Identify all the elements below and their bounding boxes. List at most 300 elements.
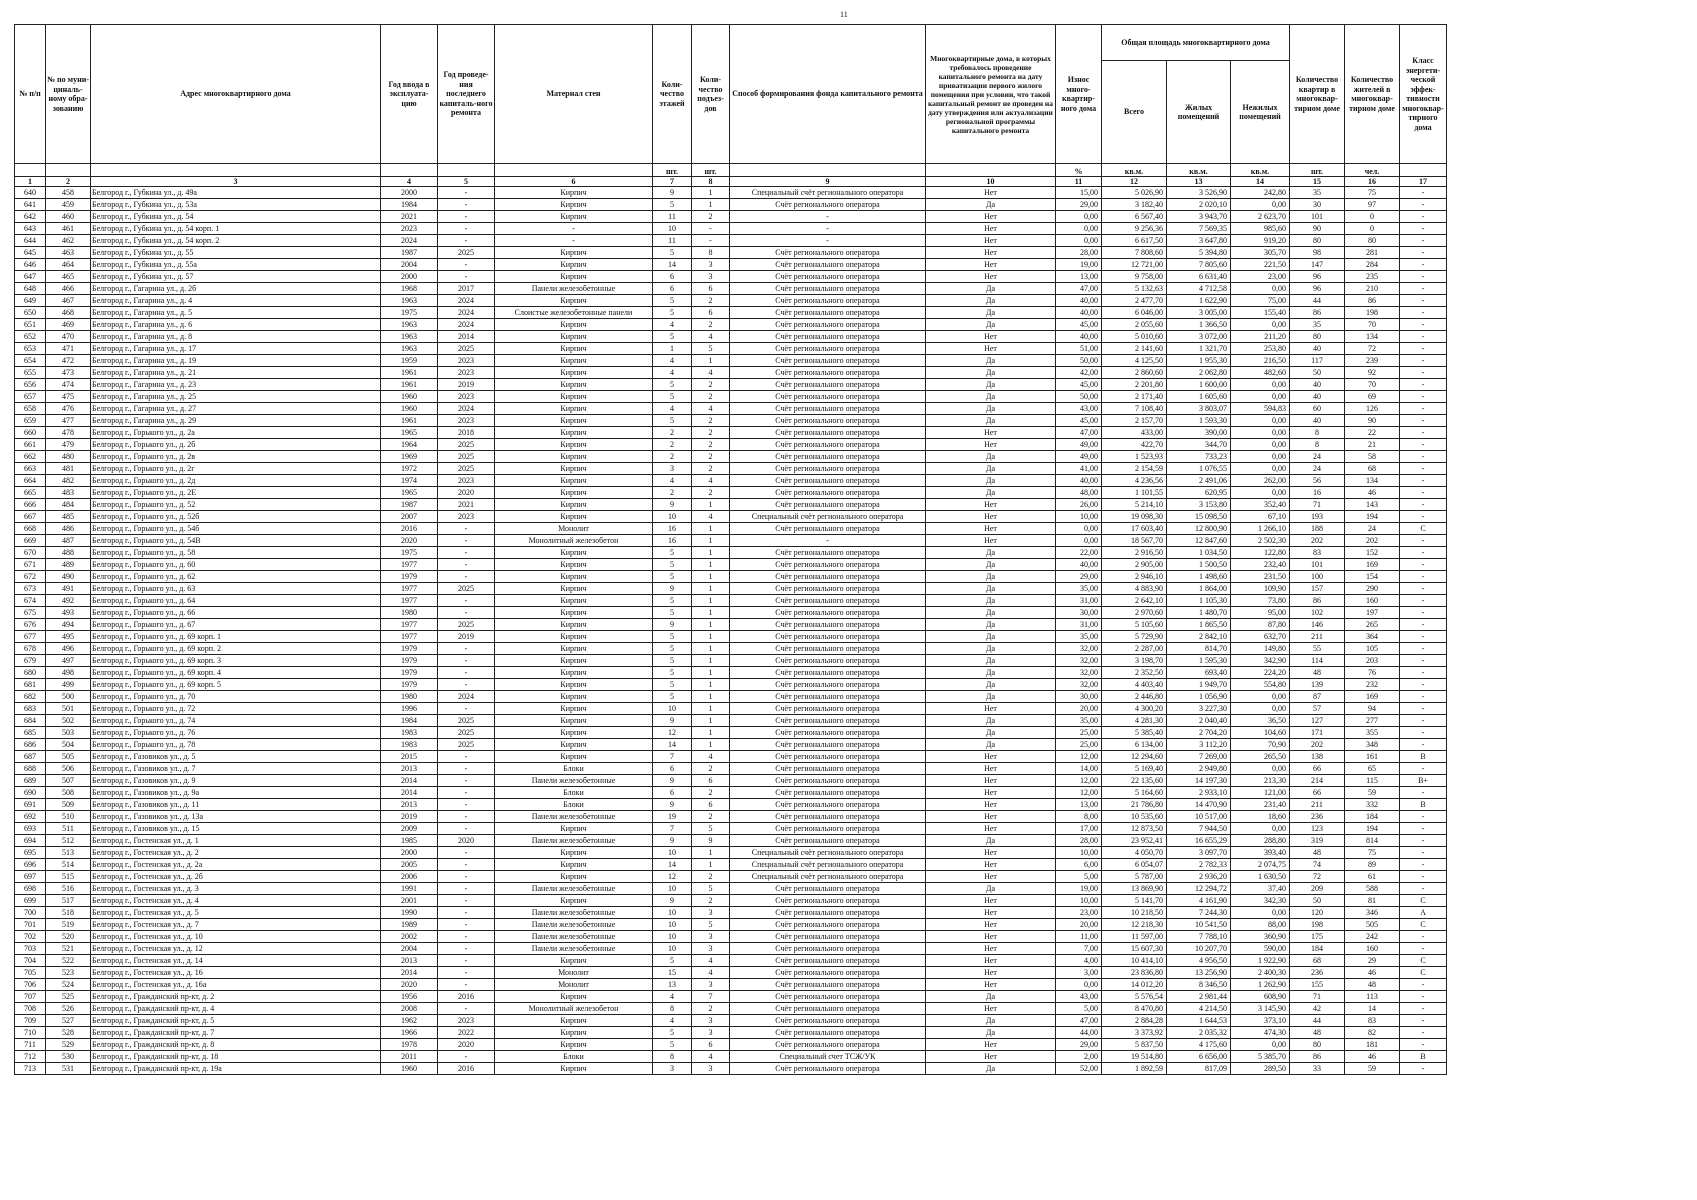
cell-index: 690 bbox=[15, 787, 46, 799]
cell-area-residential: 12 800,90 bbox=[1167, 523, 1231, 535]
cell-area-residential: 3 112,20 bbox=[1167, 739, 1231, 751]
cell-municipal-index: 470 bbox=[46, 331, 91, 343]
cell-municipal-index: 528 bbox=[46, 1027, 91, 1039]
cell-floors: 5 bbox=[653, 679, 692, 691]
cell-municipal-index: 527 bbox=[46, 1015, 91, 1027]
cell-commission-year: 1977 bbox=[381, 559, 438, 571]
cell-energy-class: С bbox=[1400, 895, 1447, 907]
cell-residents: 505 bbox=[1345, 919, 1400, 931]
cell-floors: 4 bbox=[653, 355, 692, 367]
cell-energy-class: - bbox=[1400, 703, 1447, 715]
cell-floors: 9 bbox=[653, 619, 692, 631]
cell-wall-material: Кирпич bbox=[495, 259, 653, 271]
cell-entrances: 2 bbox=[692, 391, 730, 403]
cell-area-total: 8 470,80 bbox=[1102, 1003, 1167, 1015]
cell-floors: 9 bbox=[653, 187, 692, 199]
cell-commission-year: 1983 bbox=[381, 727, 438, 739]
cell-commission-year: 2000 bbox=[381, 271, 438, 283]
cell-commission-year: 1987 bbox=[381, 247, 438, 259]
cell-entrances: - bbox=[692, 223, 730, 235]
cell-address: Белгород г., Губкина ул., д. 49а bbox=[91, 187, 381, 199]
cell-fund-method: Счёт регионального оператора bbox=[730, 247, 926, 259]
cell-repair-required: Нет bbox=[926, 247, 1056, 259]
cell-commission-year: 1963 bbox=[381, 331, 438, 343]
cell-area-total: 19 514,80 bbox=[1102, 1051, 1167, 1063]
cell-index: 654 bbox=[15, 355, 46, 367]
cell-commission-year: 1987 bbox=[381, 499, 438, 511]
cell-energy-class: - bbox=[1400, 631, 1447, 643]
cell-repair-required: Нет bbox=[926, 907, 1056, 919]
cell-area-residential: 817,09 bbox=[1167, 1063, 1231, 1075]
cell-address: Белгород г., Гагарина ул., д. 8 bbox=[91, 331, 381, 343]
cell-area-residential: 2 491,06 bbox=[1167, 475, 1231, 487]
cell-residents: 161 bbox=[1345, 751, 1400, 763]
column-number: 15 bbox=[1290, 177, 1345, 187]
cell-address: Белгород г., Гостенская ул., д. 2а bbox=[91, 859, 381, 871]
cell-municipal-index: 517 bbox=[46, 895, 91, 907]
table-row bbox=[15, 799, 1447, 811]
column-number: 12 bbox=[1102, 177, 1167, 187]
cell-area-nonresidential: 0,00 bbox=[1231, 451, 1290, 463]
cell-last-repair-year: - bbox=[438, 643, 495, 655]
cell-address: Белгород г., Гражданский пр-кт, д. 5 bbox=[91, 1015, 381, 1027]
cell-area-residential: 2 842,10 bbox=[1167, 631, 1231, 643]
cell-residents: 194 bbox=[1345, 511, 1400, 523]
cell-apartments: 72 bbox=[1290, 871, 1345, 883]
cell-area-residential: 2 704,20 bbox=[1167, 727, 1231, 739]
cell-commission-year: 1968 bbox=[381, 283, 438, 295]
cell-residents: 48 bbox=[1345, 979, 1400, 991]
cell-last-repair-year: 2025 bbox=[438, 247, 495, 259]
cell-commission-year: 1985 bbox=[381, 835, 438, 847]
cell-wall-material: Кирпич bbox=[495, 247, 653, 259]
cell-area-nonresidential: 155,40 bbox=[1231, 307, 1290, 319]
col-header-address: Адрес многоквартирного дома bbox=[91, 25, 381, 164]
cell-area-total: 7 808,60 bbox=[1102, 247, 1167, 259]
cell-floors: 6 bbox=[653, 271, 692, 283]
cell-index: 680 bbox=[15, 667, 46, 679]
cell-energy-class: - bbox=[1400, 691, 1447, 703]
cell-area-nonresidential: 0,00 bbox=[1231, 763, 1290, 775]
cell-area-nonresidential: 0,00 bbox=[1231, 907, 1290, 919]
cell-last-repair-year: 2023 bbox=[438, 511, 495, 523]
cell-fund-method: Счёт регионального оператора bbox=[730, 883, 926, 895]
cell-fund-method: Счёт регионального оператора bbox=[730, 991, 926, 1003]
cell-commission-year: 2014 bbox=[381, 787, 438, 799]
cell-fund-method: Счёт регионального оператора bbox=[730, 391, 926, 403]
cell-area-nonresidential: 305,70 bbox=[1231, 247, 1290, 259]
cell-fund-method: Счёт регионального оператора bbox=[730, 367, 926, 379]
cell-last-repair-year: - bbox=[438, 211, 495, 223]
cell-repair-required: Да bbox=[926, 619, 1056, 631]
cell-index: 676 bbox=[15, 619, 46, 631]
cell-entrances: 3 bbox=[692, 907, 730, 919]
cell-residents: 75 bbox=[1345, 187, 1400, 199]
cell-address: Белгород г., Гражданский пр-кт, д. 18 bbox=[91, 1051, 381, 1063]
cell-area-nonresidential: 393,40 bbox=[1231, 847, 1290, 859]
cell-floors: 10 bbox=[653, 511, 692, 523]
cell-index: 674 bbox=[15, 595, 46, 607]
cell-energy-class: - bbox=[1400, 847, 1447, 859]
cell-commission-year: 2008 bbox=[381, 1003, 438, 1015]
cell-repair-required: Да bbox=[926, 319, 1056, 331]
cell-energy-class: - bbox=[1400, 859, 1447, 871]
cell-entrances: 6 bbox=[692, 775, 730, 787]
cell-area-total: 17 603,40 bbox=[1102, 523, 1167, 535]
cell-residents: 290 bbox=[1345, 583, 1400, 595]
cell-wall-material: Кирпич bbox=[495, 511, 653, 523]
cell-fund-method: Счёт регионального оператора bbox=[730, 643, 926, 655]
cell-wear: 25,00 bbox=[1056, 727, 1102, 739]
cell-residents: 46 bbox=[1345, 1051, 1400, 1063]
cell-wall-material: Кирпич bbox=[495, 823, 653, 835]
cell-floors: 5 bbox=[653, 691, 692, 703]
cell-area-nonresidential: 67,10 bbox=[1231, 511, 1290, 523]
cell-entrances: 2 bbox=[692, 763, 730, 775]
cell-address: Белгород г., Горького ул., д. 67 bbox=[91, 619, 381, 631]
cell-apartments: 40 bbox=[1290, 391, 1345, 403]
cell-floors: 3 bbox=[653, 463, 692, 475]
cell-municipal-index: 471 bbox=[46, 343, 91, 355]
cell-area-nonresidential: 5 385,70 bbox=[1231, 1051, 1290, 1063]
cell-fund-method: Счёт регионального оператора bbox=[730, 451, 926, 463]
col-header-last-repair-year: Год проведе-ния последнего капиталь-ного ремонта bbox=[438, 25, 495, 164]
cell-entrances: 3 bbox=[692, 931, 730, 943]
cell-energy-class: - bbox=[1400, 403, 1447, 415]
cell-fund-method: Счёт регионального оператора bbox=[730, 427, 926, 439]
cell-repair-required: Да bbox=[926, 883, 1056, 895]
cell-entrances: 4 bbox=[692, 367, 730, 379]
cell-floors: 9 bbox=[653, 799, 692, 811]
cell-repair-required: Нет bbox=[926, 955, 1056, 967]
cell-wall-material: Кирпич bbox=[495, 547, 653, 559]
cell-area-total: 2 157,70 bbox=[1102, 415, 1167, 427]
cell-floors: 12 bbox=[653, 871, 692, 883]
cell-energy-class: - bbox=[1400, 451, 1447, 463]
cell-last-repair-year: - bbox=[438, 595, 495, 607]
cell-wall-material: Кирпич bbox=[495, 655, 653, 667]
cell-energy-class: С bbox=[1400, 955, 1447, 967]
cell-address: Белгород г., Горького ул., д. 62 bbox=[91, 571, 381, 583]
cell-area-nonresidential: 18,60 bbox=[1231, 811, 1290, 823]
cell-apartments: 56 bbox=[1290, 475, 1345, 487]
cell-area-residential: 1 595,30 bbox=[1167, 655, 1231, 667]
cell-residents: 58 bbox=[1345, 451, 1400, 463]
cell-area-total: 23 952,41 bbox=[1102, 835, 1167, 847]
cell-commission-year: 2014 bbox=[381, 775, 438, 787]
cell-area-total: 5 787,00 bbox=[1102, 871, 1167, 883]
cell-address: Белгород г., Газовиков ул., д. 13а bbox=[91, 811, 381, 823]
cell-wear: 10,00 bbox=[1056, 847, 1102, 859]
cell-apartments: 114 bbox=[1290, 655, 1345, 667]
cell-area-nonresidential: 554,80 bbox=[1231, 679, 1290, 691]
cell-municipal-index: 469 bbox=[46, 319, 91, 331]
cell-fund-method: Счёт регионального оператора bbox=[730, 739, 926, 751]
cell-apartments: 101 bbox=[1290, 211, 1345, 223]
cell-commission-year: 2015 bbox=[381, 751, 438, 763]
table-row bbox=[15, 667, 1447, 679]
cell-energy-class: - bbox=[1400, 1015, 1447, 1027]
cell-area-residential: 3 526,90 bbox=[1167, 187, 1231, 199]
cell-wall-material: Кирпич bbox=[495, 679, 653, 691]
cell-entrances: 4 bbox=[692, 751, 730, 763]
cell-residents: 70 bbox=[1345, 379, 1400, 391]
cell-apartments: 16 bbox=[1290, 487, 1345, 499]
cell-wall-material: Панели железобетонные bbox=[495, 811, 653, 823]
cell-commission-year: 1956 bbox=[381, 991, 438, 1003]
column-number: 9 bbox=[730, 177, 926, 187]
cell-floors: 2 bbox=[653, 451, 692, 463]
cell-municipal-index: 479 bbox=[46, 439, 91, 451]
cell-area-total: 4 300,20 bbox=[1102, 703, 1167, 715]
cell-entrances: 3 bbox=[692, 943, 730, 955]
cell-area-nonresidential: 23,00 bbox=[1231, 271, 1290, 283]
cell-apartments: 35 bbox=[1290, 319, 1345, 331]
cell-residents: 0 bbox=[1345, 211, 1400, 223]
cell-address: Белгород г., Губкина ул., д. 54 корп. 1 bbox=[91, 223, 381, 235]
table-row bbox=[15, 751, 1447, 763]
cell-floors: 15 bbox=[653, 967, 692, 979]
table-row bbox=[15, 259, 1447, 271]
cell-residents: 134 bbox=[1345, 475, 1400, 487]
unit-residents: чел. bbox=[1345, 164, 1400, 177]
cell-energy-class: - bbox=[1400, 259, 1447, 271]
cell-floors: 5 bbox=[653, 307, 692, 319]
cell-municipal-index: 491 bbox=[46, 583, 91, 595]
cell-fund-method: Счёт регионального оператора bbox=[730, 355, 926, 367]
cell-repair-required: Да bbox=[926, 655, 1056, 667]
cell-wear: 32,00 bbox=[1056, 667, 1102, 679]
cell-area-residential: 7 244,30 bbox=[1167, 907, 1231, 919]
cell-apartments: 60 bbox=[1290, 403, 1345, 415]
cell-area-total: 12 721,00 bbox=[1102, 259, 1167, 271]
cell-repair-required: Нет bbox=[926, 439, 1056, 451]
cell-municipal-index: 498 bbox=[46, 667, 91, 679]
cell-apartments: 157 bbox=[1290, 583, 1345, 595]
cell-entrances: 2 bbox=[692, 787, 730, 799]
column-number: 10 bbox=[926, 177, 1056, 187]
cell-energy-class: - bbox=[1400, 439, 1447, 451]
cell-energy-class: А bbox=[1400, 907, 1447, 919]
cell-wall-material: Блоки bbox=[495, 787, 653, 799]
cell-energy-class: - bbox=[1400, 763, 1447, 775]
cell-address: Белгород г., Гагарина ул., д. 21 bbox=[91, 367, 381, 379]
cell-energy-class: - bbox=[1400, 355, 1447, 367]
cell-last-repair-year: - bbox=[438, 907, 495, 919]
cell-address: Белгород г., Губкина ул., д. 55а bbox=[91, 259, 381, 271]
cell-last-repair-year: 2025 bbox=[438, 727, 495, 739]
cell-area-nonresidential: 0,00 bbox=[1231, 439, 1290, 451]
cell-area-residential: 10 541,50 bbox=[1167, 919, 1231, 931]
table-row bbox=[15, 823, 1447, 835]
cell-area-total: 21 786,80 bbox=[1102, 799, 1167, 811]
cell-residents: 355 bbox=[1345, 727, 1400, 739]
cell-municipal-index: 501 bbox=[46, 703, 91, 715]
cell-entrances: 9 bbox=[692, 835, 730, 847]
cell-area-residential: 3 005,00 bbox=[1167, 307, 1231, 319]
cell-residents: 72 bbox=[1345, 343, 1400, 355]
cell-apartments: 138 bbox=[1290, 751, 1345, 763]
cell-entrances: 2 bbox=[692, 439, 730, 451]
cell-area-residential: 5 394,80 bbox=[1167, 247, 1231, 259]
cell-entrances: 4 bbox=[692, 955, 730, 967]
cell-wear: 35,00 bbox=[1056, 583, 1102, 595]
cell-wear: 40,00 bbox=[1056, 331, 1102, 343]
cell-entrances: 1 bbox=[692, 535, 730, 547]
cell-apartments: 55 bbox=[1290, 643, 1345, 655]
cell-residents: 169 bbox=[1345, 691, 1400, 703]
cell-address: Белгород г., Горького ул., д. 72 bbox=[91, 703, 381, 715]
cell-wear: 10,00 bbox=[1056, 895, 1102, 907]
cell-area-nonresidential: 0,00 bbox=[1231, 319, 1290, 331]
cell-area-residential: 1 034,50 bbox=[1167, 547, 1231, 559]
cell-area-residential: 1 321,70 bbox=[1167, 343, 1231, 355]
cell-energy-class: - bbox=[1400, 1039, 1447, 1051]
table-row bbox=[15, 1003, 1447, 1015]
cell-fund-method: Счёт регионального оператора bbox=[730, 967, 926, 979]
cell-commission-year: 1978 bbox=[381, 1039, 438, 1051]
cell-area-residential: 1 593,30 bbox=[1167, 415, 1231, 427]
cell-area-residential: 2 035,32 bbox=[1167, 1027, 1231, 1039]
cell-last-repair-year: 2019 bbox=[438, 379, 495, 391]
cell-repair-required: Нет bbox=[926, 859, 1056, 871]
cell-repair-required: Нет bbox=[926, 967, 1056, 979]
cell-repair-required: Да bbox=[926, 739, 1056, 751]
table-row bbox=[15, 811, 1447, 823]
table-row bbox=[15, 415, 1447, 427]
cell-entrances: 6 bbox=[692, 307, 730, 319]
cell-last-repair-year: - bbox=[438, 787, 495, 799]
cell-floors: 9 bbox=[653, 775, 692, 787]
cell-area-total: 10 535,60 bbox=[1102, 811, 1167, 823]
cell-entrances: 1 bbox=[692, 643, 730, 655]
table-row bbox=[15, 571, 1447, 583]
cell-index: 645 bbox=[15, 247, 46, 259]
cell-repair-required: Да bbox=[926, 391, 1056, 403]
cell-floors: 5 bbox=[653, 415, 692, 427]
table-row bbox=[15, 967, 1447, 979]
cell-apartments: 211 bbox=[1290, 799, 1345, 811]
cell-wall-material: Панели железобетонные bbox=[495, 283, 653, 295]
cell-apartments: 83 bbox=[1290, 547, 1345, 559]
cell-area-nonresidential: 231,40 bbox=[1231, 799, 1290, 811]
cell-repair-required: Да bbox=[926, 379, 1056, 391]
cell-entrances: 4 bbox=[692, 331, 730, 343]
cell-repair-required: Да bbox=[926, 643, 1056, 655]
cell-commission-year: 1963 bbox=[381, 343, 438, 355]
cell-municipal-index: 478 bbox=[46, 427, 91, 439]
cell-repair-required: Нет bbox=[926, 1039, 1056, 1051]
cell-floors: 5 bbox=[653, 199, 692, 211]
cell-floors: 5 bbox=[653, 1039, 692, 1051]
cell-index: 661 bbox=[15, 439, 46, 451]
cell-municipal-index: 500 bbox=[46, 691, 91, 703]
cell-index: 642 bbox=[15, 211, 46, 223]
cell-fund-method: Счёт регионального оператора bbox=[730, 655, 926, 667]
cell-wall-material: Монолитный железобетон bbox=[495, 1003, 653, 1015]
cell-index: 677 bbox=[15, 631, 46, 643]
cell-area-nonresidential: 632,70 bbox=[1231, 631, 1290, 643]
cell-commission-year: 1984 bbox=[381, 715, 438, 727]
cell-area-total: 5 141,70 bbox=[1102, 895, 1167, 907]
cell-municipal-index: 466 bbox=[46, 283, 91, 295]
table-row bbox=[15, 295, 1447, 307]
cell-commission-year: 2016 bbox=[381, 523, 438, 535]
table-row bbox=[15, 643, 1447, 655]
cell-energy-class: - bbox=[1400, 943, 1447, 955]
cell-area-nonresidential: 262,00 bbox=[1231, 475, 1290, 487]
cell-municipal-index: 515 bbox=[46, 871, 91, 883]
cell-repair-required: Да bbox=[926, 547, 1056, 559]
cell-last-repair-year: 2020 bbox=[438, 835, 495, 847]
cell-floors: 10 bbox=[653, 223, 692, 235]
cell-floors: 9 bbox=[653, 895, 692, 907]
cell-apartments: 236 bbox=[1290, 811, 1345, 823]
cell-index: 649 bbox=[15, 295, 46, 307]
cell-area-residential: 2 933,10 bbox=[1167, 787, 1231, 799]
cell-wear: 50,00 bbox=[1056, 391, 1102, 403]
cell-address: Белгород г., Горького ул., д. 69 корп. 2 bbox=[91, 643, 381, 655]
cell-entrances: 1 bbox=[692, 631, 730, 643]
cell-address: Белгород г., Горького ул., д. 74 bbox=[91, 715, 381, 727]
cell-index: 641 bbox=[15, 199, 46, 211]
cell-entrances: 1 bbox=[692, 715, 730, 727]
cell-address: Белгород г., Горького ул., д. 60 bbox=[91, 559, 381, 571]
cell-repair-required: Нет bbox=[926, 895, 1056, 907]
column-number: 3 bbox=[91, 177, 381, 187]
cell-area-total: 2 642,10 bbox=[1102, 595, 1167, 607]
cell-fund-method: Счёт регионального оператора bbox=[730, 259, 926, 271]
cell-entrances: 2 bbox=[692, 295, 730, 307]
cell-energy-class: - bbox=[1400, 367, 1447, 379]
cell-wall-material: Панели железобетонные bbox=[495, 907, 653, 919]
cell-last-repair-year: 2024 bbox=[438, 307, 495, 319]
cell-floors: 6 bbox=[653, 787, 692, 799]
cell-wall-material: Кирпич bbox=[495, 583, 653, 595]
cell-last-repair-year: 2021 bbox=[438, 499, 495, 511]
cell-fund-method: Счёт регионального оператора bbox=[730, 607, 926, 619]
cell-energy-class: - bbox=[1400, 487, 1447, 499]
cell-area-nonresidential: 342,30 bbox=[1231, 895, 1290, 907]
cell-fund-method: Счёт регионального оператора bbox=[730, 703, 926, 715]
cell-area-nonresidential: 253,80 bbox=[1231, 343, 1290, 355]
cell-fund-method: Счёт регионального оператора bbox=[730, 523, 926, 535]
col-header-entrances: Коли-чество подъез-дов bbox=[692, 25, 730, 164]
cell-energy-class: - bbox=[1400, 499, 1447, 511]
cell-address: Белгород г., Горького ул., д. 64 bbox=[91, 595, 381, 607]
cell-wear: 28,00 bbox=[1056, 835, 1102, 847]
cell-repair-required: Нет bbox=[926, 259, 1056, 271]
cell-last-repair-year: 2023 bbox=[438, 391, 495, 403]
cell-entrances: 4 bbox=[692, 1051, 730, 1063]
cell-residents: 154 bbox=[1345, 571, 1400, 583]
cell-area-nonresidential: 0,00 bbox=[1231, 691, 1290, 703]
cell-wall-material: Панели железобетонные bbox=[495, 931, 653, 943]
cell-area-nonresidential: 0,00 bbox=[1231, 823, 1290, 835]
cell-area-residential: 1 605,60 bbox=[1167, 391, 1231, 403]
cell-last-repair-year: - bbox=[438, 571, 495, 583]
cell-energy-class: В bbox=[1400, 799, 1447, 811]
cell-repair-required: Нет bbox=[926, 811, 1056, 823]
cell-entrances: 2 bbox=[692, 895, 730, 907]
cell-residents: 22 bbox=[1345, 427, 1400, 439]
cell-municipal-index: 468 bbox=[46, 307, 91, 319]
cell-entrances: 4 bbox=[692, 403, 730, 415]
cell-last-repair-year: - bbox=[438, 967, 495, 979]
cell-wall-material: Монолит bbox=[495, 967, 653, 979]
cell-repair-required: Нет bbox=[926, 331, 1056, 343]
cell-repair-required: Нет bbox=[926, 799, 1056, 811]
